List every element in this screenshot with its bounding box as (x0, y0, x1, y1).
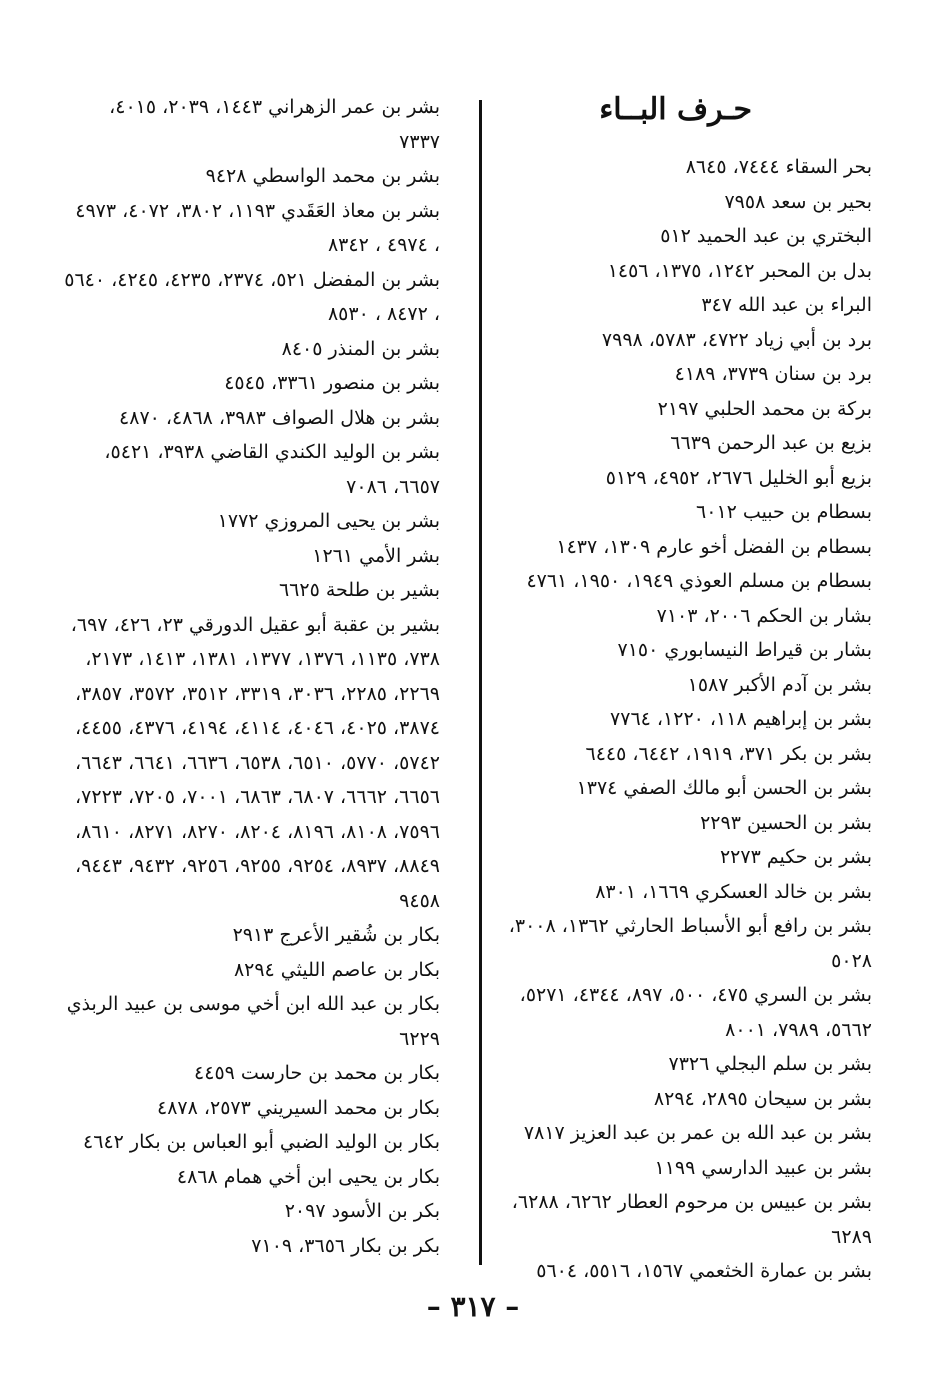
entry: بشر بن يحيى المروزي ١٧٧٢ (217, 510, 440, 532)
entry: بكار بن محمد بن حارست ٤٤٥٩ (194, 1062, 440, 1084)
entry: بشر بن عبيد الدارسي ١١٩٩ (654, 1156, 872, 1179)
entry: بشار بن قيراط النيسابوري ٧١٥٠ (617, 639, 872, 661)
entry: بسطام بن حبيب ٦٠١٢ (696, 501, 872, 523)
section-heading: حـرف البــاء (599, 92, 752, 127)
entry: بشر بن سيحان ٢٨٩٥، ٨٢٩٤ (653, 1087, 872, 1110)
entry: البراء بن عبد الله ٣٤٧ (701, 294, 872, 316)
entry: بحير بن سعد ٧٩٥٨ (724, 190, 872, 213)
entry: بزيع أبو الخليل ٢٦٧٦، ٤٩٥٢، ٥١٢٩ (605, 466, 872, 489)
entry: بشر بن الحسين ٢٢٩٣ (700, 811, 872, 834)
entry: بشر بن عمارة الخثعمي ١٥٦٧، ٥٥١٦، ٥٦٠٤ (536, 1260, 872, 1282)
entry: بدل بن المحبر ١٢٤٢، ١٣٧٥، ١٤٥٦ (607, 259, 872, 282)
entry: بكار بن محمد السيريني ٢٥٧٣، ٤٨٧٨ (157, 1096, 440, 1119)
right-column (494, 90, 872, 1289)
entry: بركة بن محمد الحلبي ٢١٩٧ (657, 397, 872, 420)
entry: بكر بن الأسود ٢٠٩٧ (284, 1200, 440, 1222)
entry: برد بن أبي زياد ٤٧٢٢، ٥٧٨٣، ٧٩٩٨ (601, 328, 872, 351)
entry: بزيع بن عبد الرحمن ٦٦٣٩ (670, 432, 872, 454)
entry: بشر بن هلال الصواف ٣٩٨٣، ٤٨٦٨، ٤٨٧٠ (119, 406, 440, 429)
entry: بشر بن عبيس بن مرحوم العطار ٦٢٦٢، ٦٢٨٨، ٦٢٨٩ (511, 1191, 872, 1248)
entry: بكار بن عاصم الليثي ٨٢٩٤ (233, 958, 440, 981)
entry: بشر بن سلم البجلي ٧٣٢٦ (668, 1053, 872, 1075)
entry: بشار بن الحكم ٢٠٠٦، ٧١٠٣ (656, 604, 872, 627)
entry: بشير بن طلحة ٦٦٢٥ (278, 579, 440, 601)
entry: بشر بن الحسن أبو مالك الصفي ١٣٧٤ (576, 777, 872, 799)
entry: بسطام بن الفضل أخو عارم ١٣٠٩، ١٤٣٧ (556, 535, 872, 558)
entry: البختري بن عبد الحميد ٥١٢ (660, 225, 872, 247)
entry: بشر بن خالد العسكري ١٦٦٩، ٨٣٠١ (595, 880, 872, 903)
entry: بسطام بن مسلم العوذي ١٩٤٩، ١٩٥٠، ٤٧٦١ (526, 570, 872, 592)
entry: بشر بن إبراهيم ١١٨، ١٢٢٠، ٧٧٦٤ (610, 708, 872, 730)
entry: بشر بن منصور ٣٣٦١، ٤٥٤٥ (224, 372, 440, 394)
entry: بشر بن معاذ العَقَدي ١١٩٣، ٣٨٠٢، ٤٠٧٢، ٤٩٧٣ ، ٤٩٧٤ ، ٨٣٤٢ (75, 199, 440, 256)
left-column (64, 90, 462, 1263)
entry: بشر بن عبد الله بن عمر بن عبد العزيز ٧٨١٧ (523, 1122, 872, 1144)
entry: بشر بن حكيم ٢٢٧٣ (719, 846, 872, 868)
entry: بشر بن الوليد الكندي القاضي ٣٩٣٨، ٥٤٢١، ٦٦٥٧، ٧٠٨٦ (104, 441, 440, 498)
entry: بشر بن محمد الواسطي ٩٤٢٨ (205, 165, 440, 187)
entry: بكر بن بكار ٣٦٥٦، ٧١٠٩ (251, 1234, 440, 1257)
entry: بكار بن عبد الله ابن أخي موسى بن عبيد الربذي ٦٢٢٩ (66, 993, 440, 1050)
entry: بشر بن المنذر ٨٤٠٥ (281, 337, 440, 360)
entry: بحر السقاء ٧٤٤٤، ٨٦٤٥ (685, 156, 872, 178)
entry: بشر بن المفضل ٥٢١، ٢٣٧٤، ٤٢٣٥، ٤٢٤٥، ٥٦٤٠ ، ٨٤٧٢ ، ٨٥٣٠ (64, 268, 440, 325)
entry: بشر بن السري ٤٧٥، ٥٠٠، ٨٩٧، ٤٣٤٤، ٥٢٧١، ٥٦٦٢، ٧٩٨٩، ٨٠٠١ (519, 984, 872, 1041)
entry: بشر بن رافع أبو الأسباط الحارثي ١٣٦٢، ٣٠٠٨، ٥٠٢٨ (508, 915, 872, 972)
entry: بشر بن عمر الزهراني ١٤٤٣، ٢٠٣٩، ٤٠١٥، ٧٣٣٧ (109, 96, 440, 153)
column-divider (479, 100, 482, 1265)
entry: بشر الأمي ١٢٦١ (312, 544, 440, 567)
entry: بشير بن عقبة أبو عقيل الدورقي ٢٣، ٤٢٦، ٦٩٧، ٧٣٨، ١١٣٥، ١٣٧٦، ١٣٧٧، ١٣٨١، ١٤١٣، ٢١٧٣، ٢٢٦٩، ٢٢٨٥، ٣٠٣٦، ٣٣١٩، ٣٥١٢، ٣٥٧٢، ٣٨٥٧، ٣٨٧٤، ٤٠٢٥، ٤٠٤٦، ٤١١٤، ٤١٩٤، ٤٣٧٦، ٤٤٥٥، ٥٧٤٢، ٥٧٧٠، ٦٥١٠، ٦٥٣٨، ٦٦٣٦، ٦٦٤١، ٦٦٤٣، ٦٦٥٦، ٦٦٦٢، ٦٨٠٧، ٦٨٦٣، ٧٠٠١، ٧٢٠٥، ٧٢٢٣، ٧٥٩٦، ٨١٠٨، ٨١٩٦، ٨٢٠٤، ٨٢٧٠، ٨٢٧١، ٨٦١٠، ٨٨٤٩، ٨٩٣٧، ٩٢٥٤، ٩٢٥٥، ٩٢٥٦، ٩٤٣٢، ٩٤٤٣، ٩٤٥٨ (70, 613, 440, 912)
entry: بكار بن الوليد الضبي أبو العباس بن بكار ٤٦٤٢ (83, 1131, 440, 1153)
entry: بشر بن بكر ٣٧١، ١٩١٩، ٦٤٤٢، ٦٤٤٥ (585, 742, 872, 765)
entry: بشر بن آدم الأكبر ١٥٨٧ (687, 673, 872, 696)
entry: برد بن سنان ٣٧٣٩، ٤١٨٩ (674, 363, 872, 385)
page-number: – ٣١٧ – (426, 1290, 520, 1323)
entry: بكار بن يحيى ابن أخي همام ٤٨٦٨ (176, 1165, 440, 1188)
entry: بكار بن شُقير الأعرج ٢٩١٣ (232, 924, 440, 946)
